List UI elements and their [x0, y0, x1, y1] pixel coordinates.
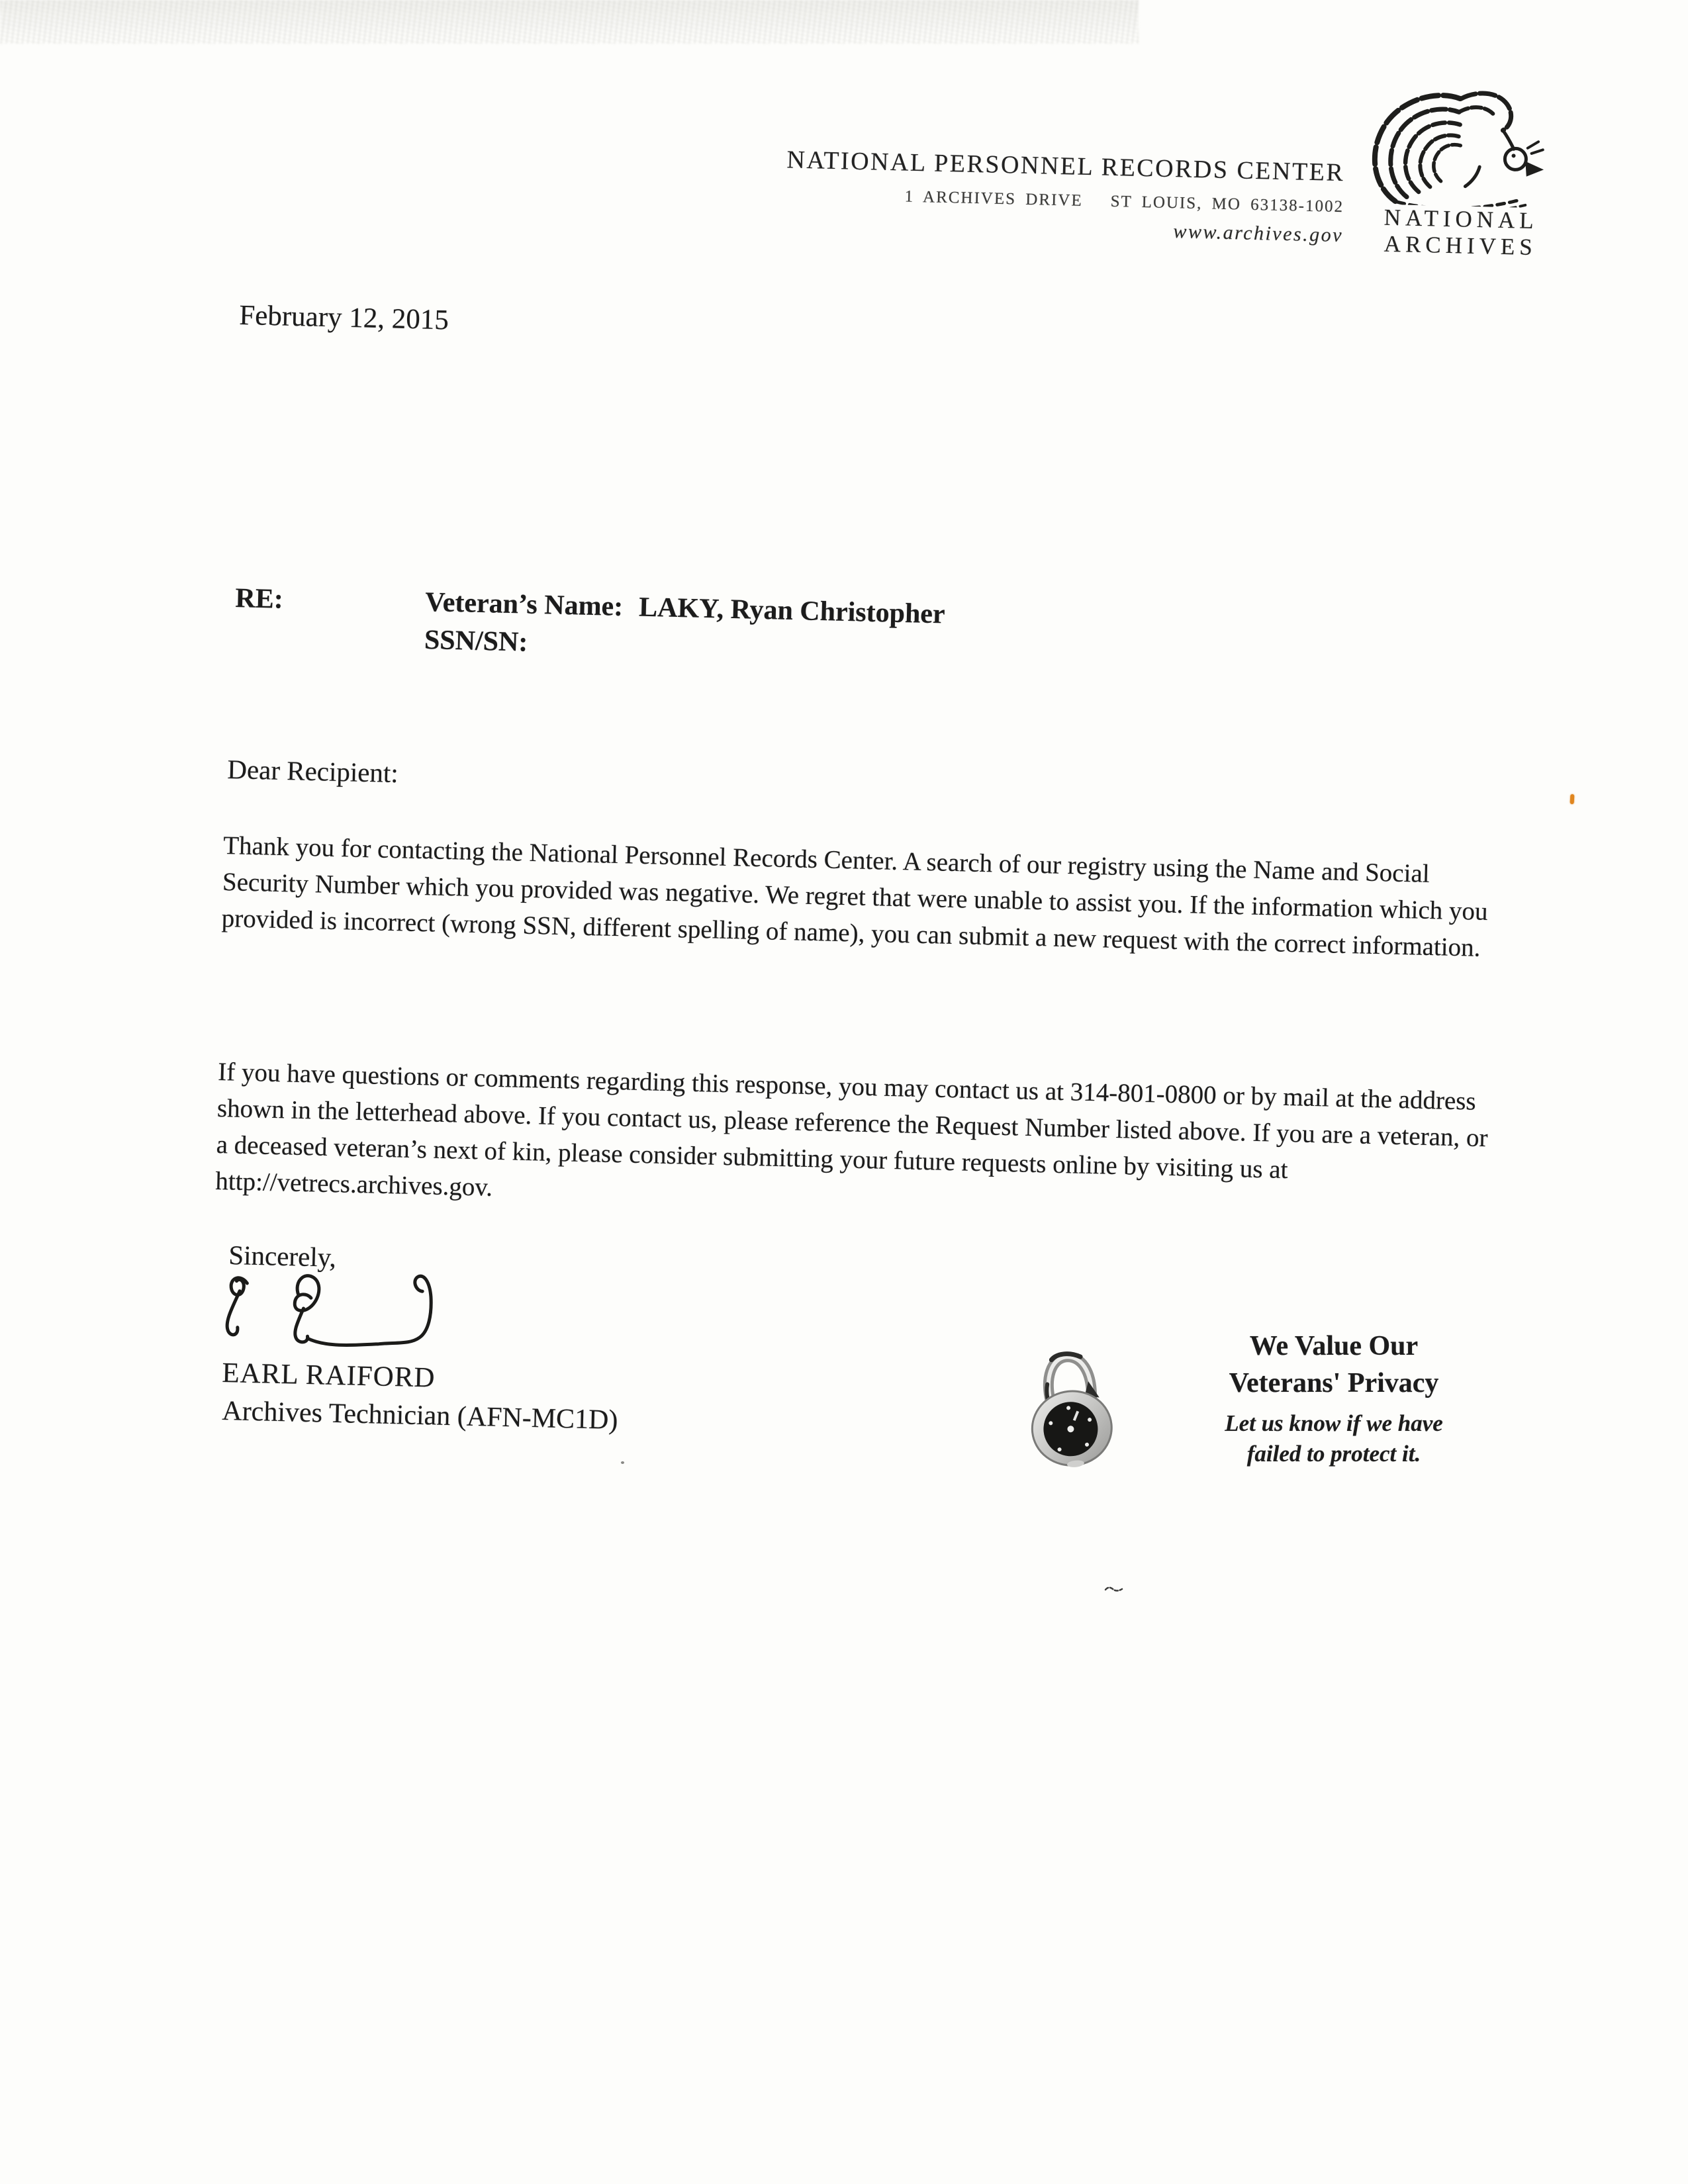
body-paragraph-1: Thank you for contacting the National Personnel Records Center. A search of our registry using the Name and Social Security Number which you provided was negative. We regret that were unable to assist you. If the information which you provided is incorrect (wrong SSN, different spelling of name), you can submit a new request with the correct information.: [221, 831, 1489, 962]
letterhead-address-street: 1 ARCHIVES DRIVE: [904, 187, 1083, 210]
scan-noise-band: [0, 0, 1139, 44]
signature-icon: [218, 1265, 442, 1357]
privacy-subtext-2: failed to protect it.: [1246, 1441, 1421, 1467]
letterhead-address: [748, 184, 1344, 216]
national-archives-logo: [1361, 85, 1564, 261]
logo-text-national: NATIONAL: [1383, 204, 1539, 234]
re-block: [424, 584, 945, 671]
letterhead-org-name: NATIONAL PERSONNEL RECORDS CENTER: [786, 146, 1345, 187]
handwritten-signature: [218, 1265, 442, 1360]
privacy-subtext-1: Let us know if we have: [1225, 1410, 1443, 1436]
privacy-badge: [1170, 1328, 1497, 1469]
padlock-icon: [1021, 1340, 1121, 1476]
veteran-name-label: Veteran’s Name:: [424, 586, 624, 623]
veteran-name-value: LAKY, Ryan Christopher: [638, 592, 946, 630]
privacy-heading-1: We Value Our: [1249, 1331, 1419, 1361]
eagle-icon: [1366, 85, 1560, 208]
signer-name: EARL RAIFORD: [221, 1357, 436, 1394]
re-label: RE:: [234, 582, 284, 615]
letter-date: February 12, 2015: [238, 299, 449, 336]
body-paragraph-2: If you have questions or comments regarding this response, you may contact us at 314-801-0800 or by mail at the address shown in the letterhead above. If you contact us, please reference the Request Number listed above. If you are a veteran, or a deceased veteran’s next of kin, please consider submitting your future requests online by visiting us at http://vetrecs.archives.gov.: [214, 1057, 1489, 1202]
logo-text-archives: ARCHIVES: [1383, 230, 1538, 261]
letterhead: [747, 144, 1345, 247]
signer-title: Archives Technician (AFN-MC1D): [221, 1395, 618, 1436]
salutation: Dear Recipient:: [226, 753, 399, 789]
valediction: Sincerely,: [228, 1239, 337, 1273]
letterhead-website: www.archives.gov: [1173, 220, 1344, 247]
privacy-heading-2: Veterans' Privacy: [1229, 1368, 1439, 1398]
squiggle-artifact: [1104, 1584, 1124, 1596]
orange-speck-artifact: [1570, 794, 1575, 804]
letterhead-address-city: ST LOUIS, MO 63138-1002: [1110, 192, 1344, 216]
dot-artifact: [621, 1461, 624, 1464]
ssn-label: SSN/SN:: [424, 624, 528, 658]
